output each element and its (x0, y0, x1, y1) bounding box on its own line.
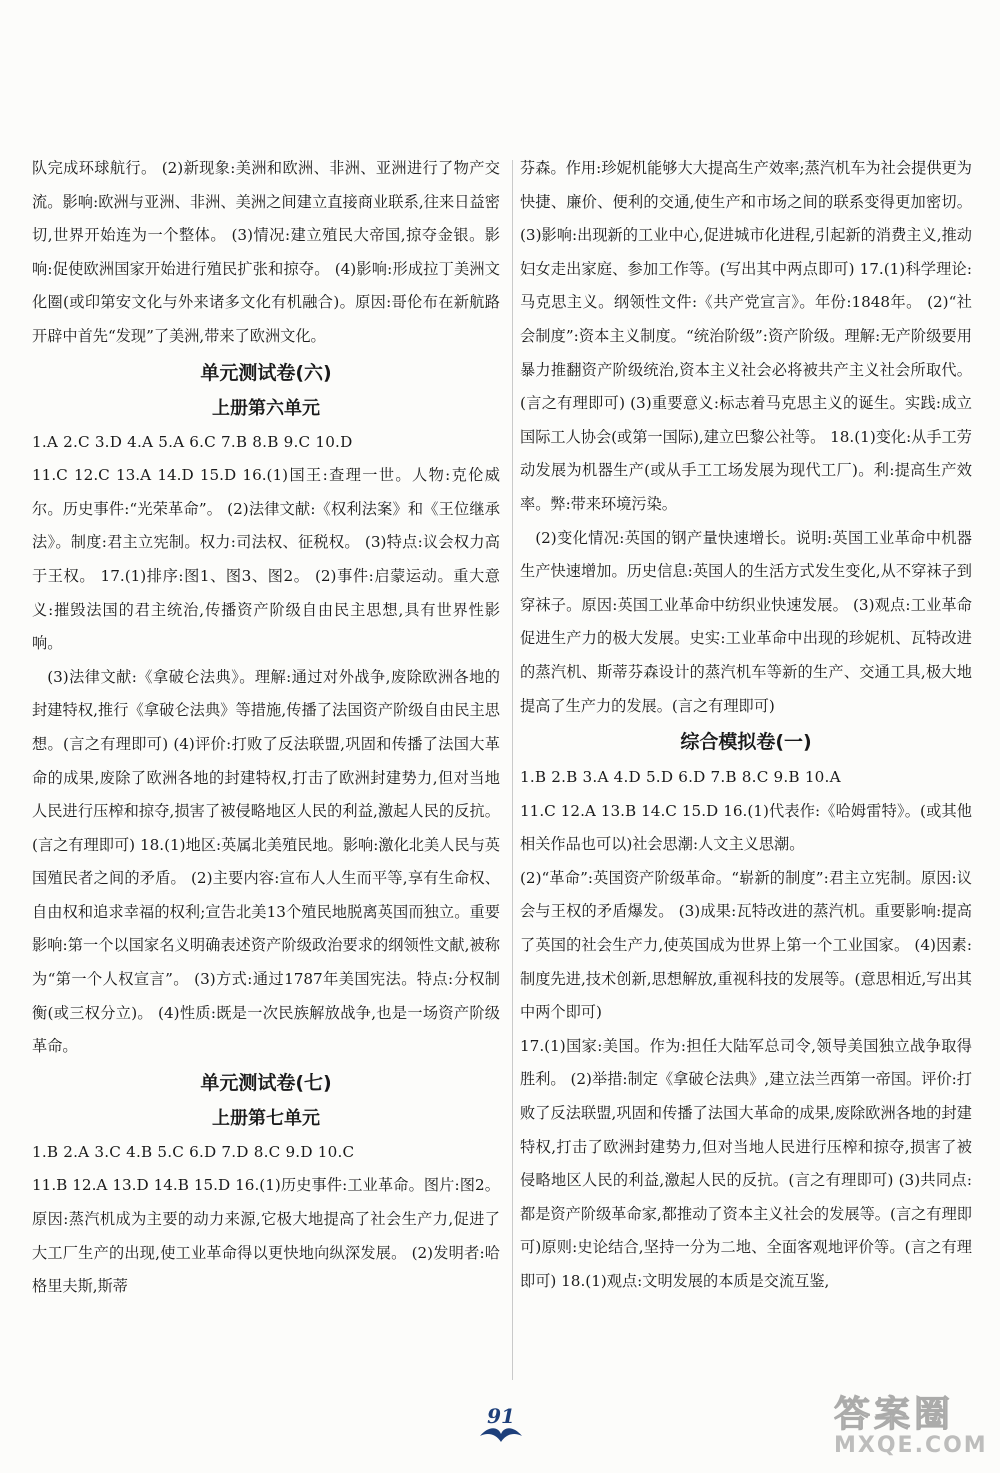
section-title-unit6: 单元测试卷(六) (200, 361, 332, 384)
section-title-mock1: 综合模拟卷(一) (680, 731, 812, 754)
section-subtitle-unit7: 上册第七单元 (212, 1107, 320, 1129)
right-column (520, 152, 972, 1299)
left-column (32, 152, 500, 1304)
answer-paragraph-mock1-c: 17.(1)国家:美国。作为:担任大陆军总司令,领导美国独立战争取得胜利。 (2)举措:制定《拿破仑法典》,建立法兰西第一帝国。评价:打败了反法联盟,巩固和传播了法国大革命的成果,废除欧洲各地的封建特权,打击了欧洲封建势力,但对当地人民进行压榨和掠夺,损害了被侵略地区人民的利益,激起人民的反抗。(言之有理即可) (3)共同点:都是资产阶级革命家,都推动了资本主义社会的发展等。(言之有理即可)原则:史论结合,坚持一分为二地、全面客观地评价等。(言之有理即可) 18.(1)观点:文明发展的本质是交流互鉴, (520, 1036, 972, 1290)
choice-answers-unit7: 1.B 2.A 3.C 4.B 5.C 6.D 7.D 8.C 9.D 10.C (32, 1142, 355, 1161)
answer-paragraph-unit6-b: (3)法律文献:《拿破仑法典》。理解:通过对外战争,废除欧洲各地的封建特权,推行《拿破仑法典》等措施,传播了法国资产阶级自由民主思想。(言之有理即可) (4)评价:打败了反法联盟,巩固和传播了法国大革命的成果,废除了欧洲各地的封建特权,打击了欧洲封建势力,但对当地人民进行压榨和掠夺,损害了被侵略地区人民的利益,激起人民的反抗。(言之有理即可) 18.(1)地区:英属北美殖民地。影响:激化北美人民与英国殖民者之间的矛盾。 (2)主要内容:宣布人人生而平等,享有生命权、自由权和追求幸福的权利;宣告北美13个殖民地脱离英国而独立。重要影响:第一个以国家名义明确表述资产阶级政治要求的纲领性文献,被称为“第一个人权宣言”。 (3)方式:通过1787年美国宪法。特点:分权制衡(或三权分立)。 (4)性质:既是一次民族解放战争,也是一场资产阶级革命。 (32, 667, 500, 1056)
section-title-unit7: 单元测试卷(七) (200, 1071, 332, 1094)
column-divider (512, 160, 513, 1380)
watermark-domain: MXQE.COM (834, 1433, 988, 1458)
answer-paragraph-unit7-b: 芬森。作用:珍妮机能够大大提高生产效率;蒸汽机车为社会提供更为快捷、廉价、便利的交通,使生产和市场之间的联系变得更加密切。 (3)影响:出现新的工业中心,促进城市化进程,引起新的消费主义,推动妇女走出家庭、参加工作等。(写出其中两点即可) 17.(1)科学理论:马克思主义。纲领性文件:《共产党宣言》。年份:1848年。 (2)“社会制度”:资本主义制度。“统治阶级”:资产阶级。理解:无产阶级要用暴力推翻资产阶级统治,资本主义社会必将被共产主义社会所取代。(言之有理即可) (3)重要意义:标志着马克思主义的诞生。实践:成立国际工人协会(或第一国际),建立巴黎公社等。 18.(1)变化:从手工劳动发展为机器生产(或从手工工场发展为现代工厂)。利:提高生产效率。弊:带来环境污染。 (520, 159, 972, 513)
intro-paragraph: 队完成环球航行。 (2)新现象:美洲和欧洲、非洲、亚洲进行了物产交流。影响:欧洲与亚洲、非洲、美洲之间建立直接商业联系,往来日益密切,世界开始连为一个整体。 (3)情况:建立殖民大帝国,掠夺金银。影响:促使欧洲国家开始进行殖民扩张和掠夺。 (4)影响:形成拉丁美洲文化圈(或印第安文化与外来诸多文化有机融合)。原因:哥伦布在新航路开辟中首先“发现”了美洲,带来了欧洲文化。 (32, 159, 500, 345)
choice-answers-mock1: 1.B 2.B 3.A 4.D 5.D 6.D 7.B 8.C 9.B 10.A (520, 768, 841, 787)
page-number-text: 91 (487, 1404, 515, 1428)
choice-answers-unit6: 1.A 2.C 3.D 4.A 5.A 6.C 7.B 8.B 9.C 10.D (32, 432, 353, 451)
answer-paragraph-unit7-a: 11.B 12.A 13.D 14.B 15.D 16.(1)历史事件:工业革命。图片:图2。原因:蒸汽机成为主要的动力来源,它极大地提高了社会生产力,促进了大工厂生产的出现,使工业革命得以更快地向纵深发展。 (2)发明者:哈格里夫斯,斯蒂 (32, 1176, 500, 1296)
site-watermark (834, 1386, 988, 1470)
answer-paragraph-unit7-c: (2)变化情况:英国的钢产量快速增长。说明:英国工业革命中机器生产快速增加。历史信息:英国人的生活方式发生变化,从不穿袜子到穿袜子。原因:英国工业革命中纺织业快速发展。 (3)观点:工业革命促进生产力的极大发展。史实:工业革命中出现的珍妮机、瓦特改进的蒸汽机、斯蒂芬森设计的蒸汽机车等新的生产、交通工具,极大地提高了生产力的发展。(言之有理即可) (520, 528, 972, 715)
answer-paragraph-unit6-a: 11.C 12.C 13.A 14.D 15.D 16.(1)国王:查理一世。人物:克伦威尔。历史事件:“光荣革命”。 (2)法律文献:《权利法案》和《王位继承法》。制度:君主立宪制。权力:司法权、征税权。 (3)特点:议会权力高于王权。 17.(1)排序:图1、图3、图2。 (2)事件:启蒙运动。重大意义:摧毁法国的君主统治,传播资产阶级自由民主思想,具有世界性影响。 (32, 466, 500, 653)
answer-paragraph-mock1-a: 11.C 12.A 13.B 14.C 15.D 16.(1)代表作:《哈姆雷特》。(或其他相关作品也可以)社会思潮:人文主义思潮。 (520, 801, 972, 854)
leaf-ornament-icon (476, 1424, 526, 1446)
answer-paragraph-mock1-b: (2)“革命”:英国资产阶级革命。“崭新的制度”:君主立宪制。原因:议会与王权的矛盾爆发。 (3)成果:瓦特改进的蒸汽机。重要影响:提高了英国的社会生产力,使英国成为世界上第一个工业国家。 (4)因素:制度先进,技术创新,思想解放,重视科技的发展等。(意思相近,写出其中两个即可) (520, 868, 972, 1022)
page-number (466, 1398, 536, 1458)
watermark-logo-text: 答案圈 (834, 1394, 955, 1435)
section-subtitle-unit6: 上册第六单元 (212, 397, 320, 419)
